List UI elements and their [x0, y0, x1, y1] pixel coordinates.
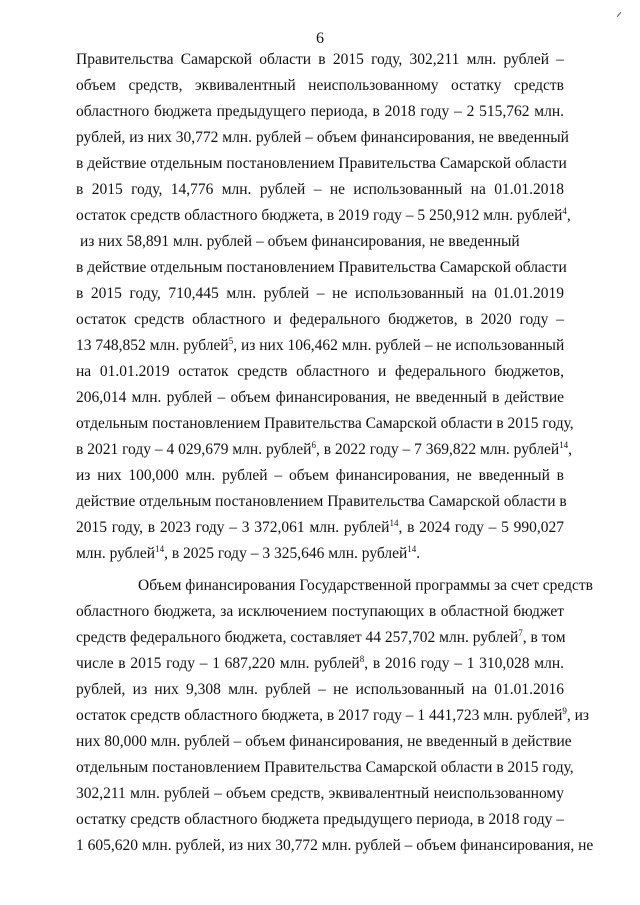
text-line: остаток средств областного бюджета, в 2019 году – 5 250,912 млн. рублей$^4$, [76, 206, 571, 224]
text-line: на 01.01.2019 остаток средств областного и федерального бюджетов, [76, 363, 564, 380]
text-line: в 2015 году, 14,776 млн. рублей – не использованный на 01.01.2018 [76, 181, 564, 198]
page-number: 6 [316, 30, 324, 47]
text-line: млн. рублей$^{14}$, в 2025 году – 3 325,646 млн. рублей$^{14}$. [76, 544, 421, 562]
text-line: действие отдельным постановлением Правительства Самарской области в [76, 493, 567, 510]
text-line: в действие отдельным постановлением Правительства Самарской области [76, 155, 567, 172]
scan-mark [617, 12, 622, 17]
text-line: остаток средств областного и федерального бюджетов, в 2020 году – [76, 311, 564, 328]
text-line: 13 748,852 млн. рублей$^5$, из них 106,462 млн. рублей – не использованный [76, 336, 565, 354]
text-line: в 2015 году, 710,445 млн. рублей – не использованный на 01.01.2019 [76, 285, 564, 302]
text-line: отдельным постановлением Правительства Самарской области в 2015 году, [76, 759, 574, 776]
text-line: объем средств, эквивалентный неиспользованному остатку средств [76, 77, 564, 94]
text-line: 2015 году, в 2023 году – 3 372,061 млн. рублей$^{14}$, в 2024 году – 5 990,027 [76, 518, 564, 536]
text-line: рублей, из них 30,772 млн. рублей – объем финансирования, не введенный [76, 129, 569, 146]
text-line: рублей, из них 9,308 млн. рублей – не использованный на 01.01.2016 [76, 681, 564, 698]
text-line: остатку средств областного бюджета предыдущего периода, в 2018 году – [76, 811, 564, 828]
text-line: них 80,000 млн. рублей – объем финансирования, не введенный в действие [76, 733, 572, 750]
text-line: из них 58,891 млн. рублей – объем финансирования, не введенный [80, 233, 520, 250]
text-line: Объем финансирования Государственной программы за счет средств [138, 577, 593, 594]
text-line: средств федерального бюджета, составляет 44 257,702 млн. рублей$^7$, в том [76, 628, 566, 646]
text-line: отдельным постановлением Правительства Самарской области в 2015 году, [76, 415, 574, 432]
text-line: из них 100,000 млн. рублей – объем финансирования, не введенный в [76, 467, 564, 484]
text-line: в действие отдельным постановлением Правительства Самарской области [76, 259, 567, 276]
text-line: 1 605,620 млн. рублей, из них 30,772 млн. рублей – объем финансирования, не [76, 837, 594, 854]
text-line: Правительства Самарской области в 2015 году, 302,211 млн. рублей – [76, 51, 564, 68]
text-line: областного бюджета, за исключением поступающих в областной бюджет [76, 603, 564, 620]
text-line: 302,211 млн. рублей – объем средств, эквивалентный неиспользованному [76, 785, 564, 802]
text-line: в 2021 году – 4 029,679 млн. рублей$^6$, в 2022 году – 7 369,822 млн. рублей$^{14}$, [76, 440, 573, 458]
text-line: числе в 2015 году – 1 687,220 млн. рублей$^8$, в 2016 году – 1 310,028 млн. [76, 654, 564, 672]
text-line: областного бюджета предыдущего периода, в 2018 году – 2 515,762 млн. [76, 103, 564, 120]
text-line: 206,014 млн. рублей – объем финансирования, не введенный в действие [76, 389, 564, 406]
text-line: остаток средств областного бюджета, в 2017 году – 1 441,723 млн. рублей$^9$, из [76, 706, 590, 724]
